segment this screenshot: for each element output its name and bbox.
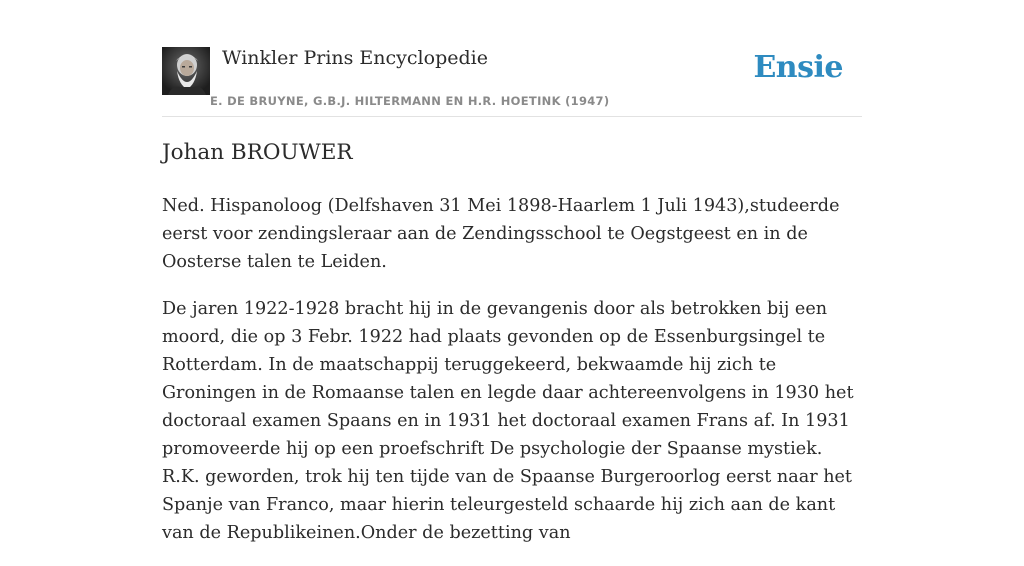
article-paragraph: De jaren 1922-1928 bracht hij in de gevangenis door als betrokken bij een moord, die op 3 Febr. 1922 had plaats gevonden op de Essenburgsingel te Rotterdam. In de maatschappij teruggekeerd, bekwaamde hij zich te Groningen in de Romaanse talen en legde daar achtereenvolgens in 1930 het doctoraal examen Spaans en in 1931 het doctoraal examen Frans af. In 1931 promoveerde hij op een proefschrift De psychologie der Spaanse mystiek. R.K. geworden, trok hij ten tijde van de Spaanse Burgeroorlog eerst naar het Spanje van Franco, maar hierin teleurgesteld schaarde hij zich aan de kant van de Republikeinen.Onder de bezetting van: [162, 299, 854, 543]
article-paragraph: Ned. Hispanoloog (Delfshaven 31 Mei 1898-Haarlem 1 Juli 1943),studeerde eerst voor zendingsleraar aan de Zendingsschool te Oegstgeest en in de Oosterse talen te Leiden.: [162, 196, 840, 272]
article-title: Johan BROUWER: [162, 140, 353, 165]
article-body: [162, 192, 862, 566]
brand-logo[interactable]: Ensie: [753, 50, 843, 85]
source-authors: E. DE BRUYNE, G.B.J. HILTERMANN EN H.R. HOETINK (1947): [210, 94, 610, 108]
portrait-image: [162, 47, 210, 95]
source-title[interactable]: Winkler Prins Encyclopedie: [222, 47, 488, 69]
source-header: [162, 46, 862, 117]
author-portrait-icon[interactable]: [162, 47, 210, 95]
